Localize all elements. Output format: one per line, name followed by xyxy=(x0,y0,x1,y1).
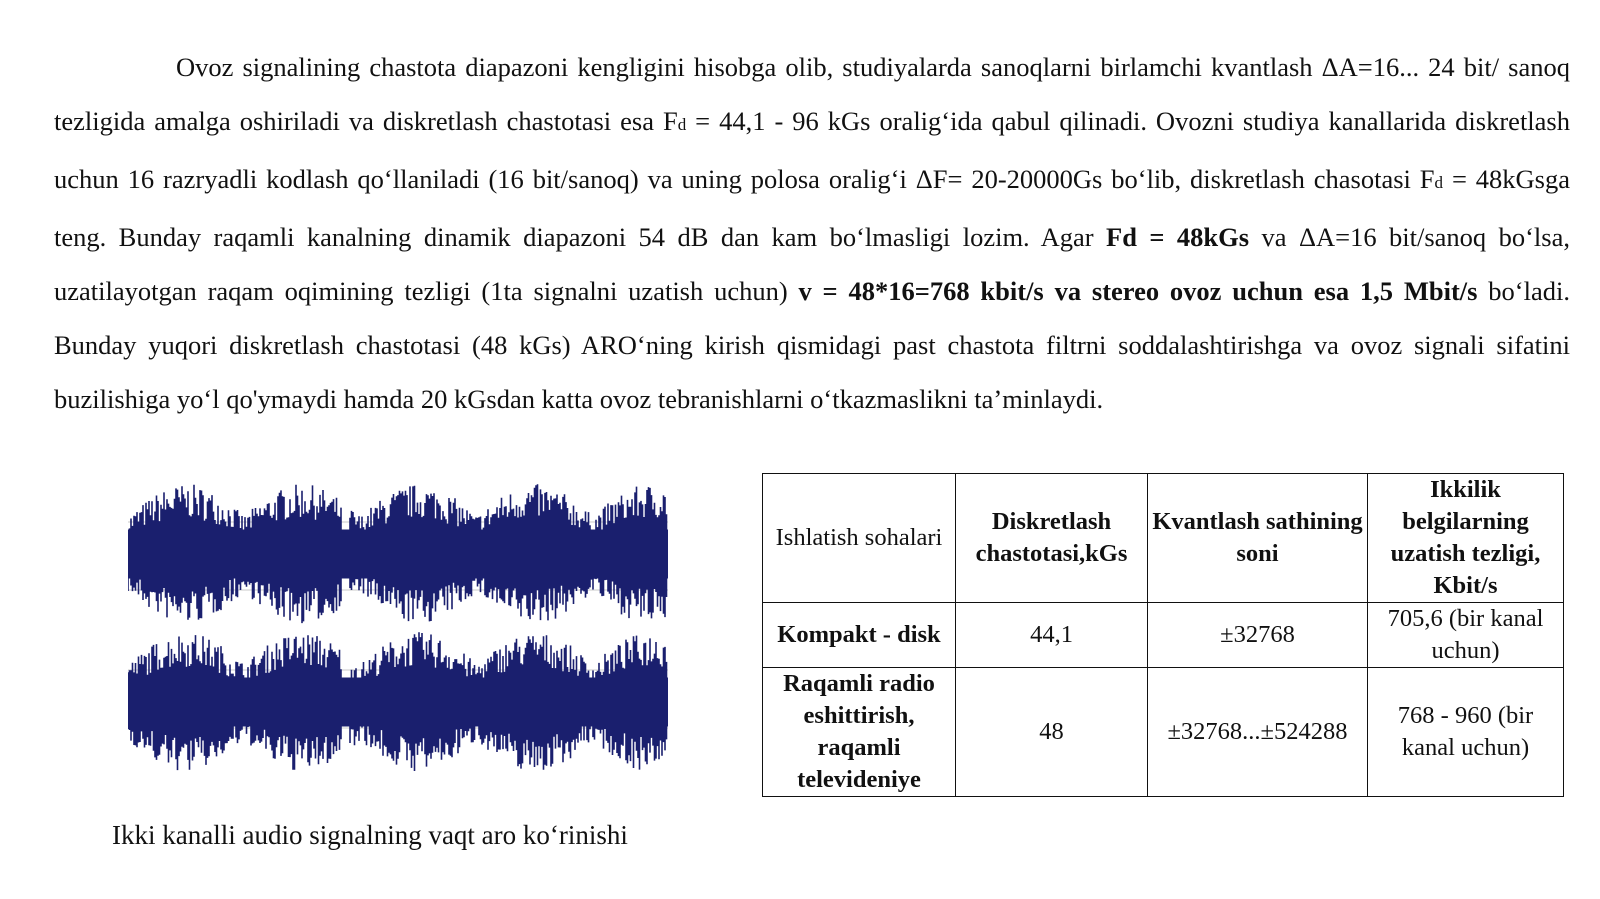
header-ishlatish-sohalari: Ishlatish sohalari xyxy=(763,474,956,603)
stereo-waveform-figure xyxy=(128,480,668,776)
audio-parameters-table xyxy=(762,473,1564,797)
table-cell: 705,6 (bir kanal uchun) xyxy=(1368,603,1564,668)
paragraph-text-4: va ΔA=16 bit/sanoq bo‘lsa, uzatilayotgan raqam oqimining tezligi (1ta signalni uzatish uchun) xyxy=(54,222,1570,306)
table-cell: Raqamli radio eshittirish, raqamli televideniye xyxy=(763,668,956,797)
body-paragraph xyxy=(54,40,1570,426)
table-cell: 44,1 xyxy=(956,603,1148,668)
header-uzatish-tezligi: Ikkilik belgilarning uzatish tezligi, Kbit/s xyxy=(1368,474,1564,603)
table-header-row xyxy=(763,474,1564,603)
paragraph-text-1: Ovoz signalining chastota diapazoni kengligini hisobga olib, studiyalarda sanoqlarni birlamchi kvantlash ΔA=16... 24 bit/ sanoq tezligida amalga oshiriladi va diskretlash chastotasi esa F xyxy=(54,52,1570,136)
paragraph-text-2: = 44,1 - 96 kGs oralig‘ida qabul qilinadi. Ovozni studiya kanallarida diskretlash uchun 16 razryadli kodlash qo‘llaniladi (16 bit/sanoq) va uning polosa oralig‘i ΔF= 20-20000Gs bo‘lib, diskretlash chasotasi F xyxy=(54,106,1570,194)
header-diskretlash-chastotasi: Diskretlash chastotasi,kGs xyxy=(956,474,1148,603)
table-row xyxy=(763,668,1564,797)
figure-caption: Ikki kanalli audio signalning vaqt aro ko‘rinishi xyxy=(112,820,628,850)
table-cell: ±32768 xyxy=(1148,603,1368,668)
subscript-d-2: d xyxy=(1434,173,1444,192)
table-cell: 48 xyxy=(956,668,1148,797)
paragraph-text-5: bo‘ladi. Bunday yuqori diskretlash chastotasi (48 kGs) ARO‘ning kirish qismidagi past chastota filtrni soddalashtirishga va ovoz signali sifatini buzilishiga yo‘l qo'ymaydi hamda 20 kGsdan katta ovoz tebranishlarni o‘tkazmaslikni ta’minlaydi. xyxy=(54,276,1570,414)
right-channel-wave-core xyxy=(128,678,668,727)
paragraph-text-3: = 48kGsga teng. Bunday raqamli kanalning dinamik diapazoni 54 dB dan kam bo‘lmasligi lozim. Agar xyxy=(54,164,1570,252)
waveform-graphic xyxy=(128,480,668,776)
table-cell: Kompakt - disk xyxy=(763,603,956,668)
table-cell: 768 - 960 (bir kanal uchun) xyxy=(1368,668,1564,797)
header-kvantlash-sathi: Kvantlash sathining soni xyxy=(1148,474,1368,603)
table-row xyxy=(763,603,1564,668)
bold-bitrate-formula: v = 48*16=768 kbit/s va stereo ovoz uchun esa 1,5 Mbit/s xyxy=(798,276,1478,306)
table-cell: ±32768...±524288 xyxy=(1148,668,1368,797)
bold-fd-value: Fd = 48kGs xyxy=(1106,222,1250,252)
left-channel-wave-core xyxy=(128,530,668,579)
subscript-d-1: d xyxy=(677,115,687,134)
